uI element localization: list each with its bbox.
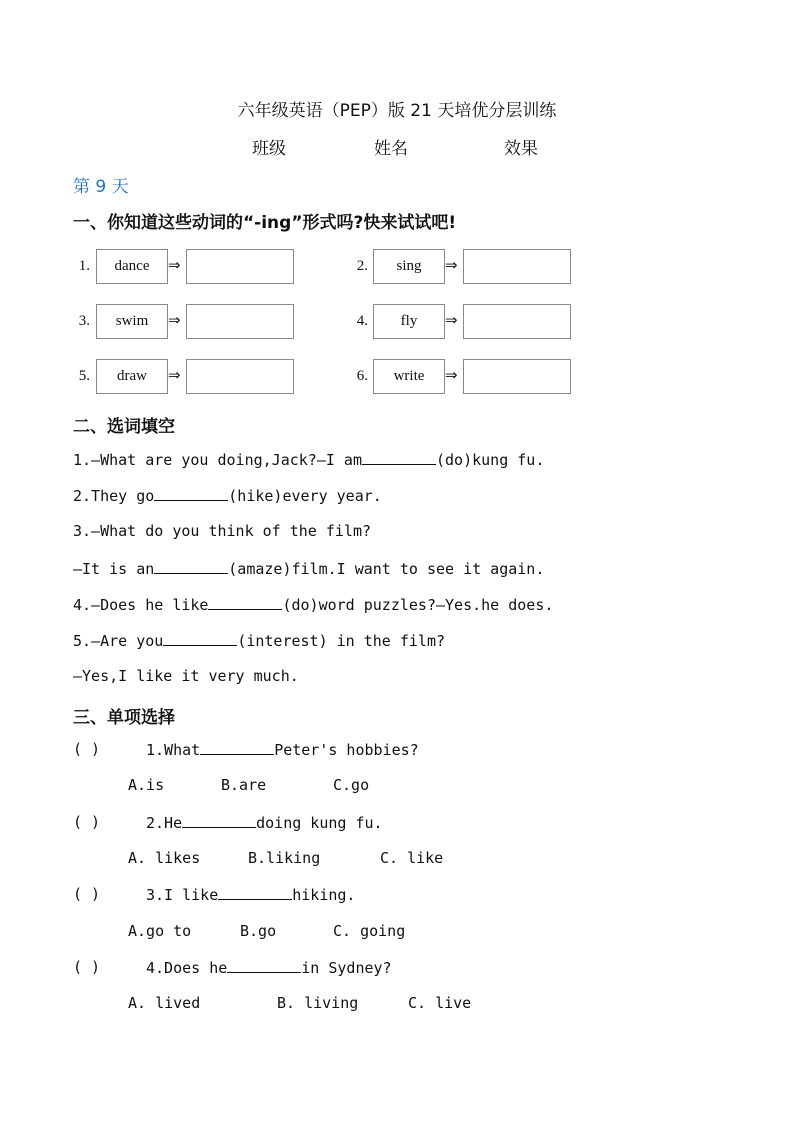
answer-box[interactable] bbox=[463, 249, 571, 284]
question-text: 2.He bbox=[146, 814, 183, 832]
question-text: in Sydney? bbox=[301, 959, 392, 977]
question-text: (do)word puzzles?—Yes.he does. bbox=[282, 596, 554, 614]
verb-box: swim bbox=[96, 304, 168, 339]
verb-box: sing bbox=[373, 249, 445, 284]
question-text: 5.—Are you bbox=[73, 632, 164, 650]
class-label: 班级 bbox=[252, 139, 286, 159]
option-a[interactable]: A.is bbox=[128, 776, 165, 794]
answer-box[interactable] bbox=[186, 249, 294, 284]
option-b[interactable]: B.liking bbox=[248, 849, 321, 867]
choice-question bbox=[146, 813, 383, 832]
option-a[interactable]: A.go to bbox=[128, 922, 192, 940]
answer-box[interactable] bbox=[186, 359, 294, 394]
answer-paren[interactable]: ( ) bbox=[73, 885, 101, 903]
fill-question bbox=[73, 486, 382, 505]
question-text: 2.They go bbox=[73, 487, 155, 505]
arrow-icon: ⇒ bbox=[445, 311, 458, 329]
question-text: (interest) in the film? bbox=[237, 632, 446, 650]
question-text: 4.Does he bbox=[146, 959, 228, 977]
answer-box[interactable] bbox=[463, 359, 571, 394]
option-c[interactable]: C. live bbox=[408, 994, 472, 1012]
verb-box: draw bbox=[96, 359, 168, 394]
section1-heading: 一、你知道这些动词的“-ing”形式吗?快来试试吧! bbox=[73, 213, 457, 233]
fill-question bbox=[73, 559, 544, 578]
page-title: 六年级英语（PEP）版 21 天培优分层训练 bbox=[237, 101, 557, 121]
choice-question bbox=[146, 885, 355, 904]
option-b[interactable]: B. living bbox=[277, 994, 359, 1012]
answer-blank[interactable] bbox=[154, 486, 228, 501]
answer-blank[interactable] bbox=[362, 450, 436, 465]
answer-blank[interactable] bbox=[154, 559, 228, 574]
answer-blank[interactable] bbox=[200, 740, 274, 755]
question-text: (hike)every year. bbox=[228, 487, 382, 505]
item-number: 6. bbox=[356, 368, 368, 384]
section3-heading: 三、单项选择 bbox=[73, 708, 175, 728]
verb-box: write bbox=[373, 359, 445, 394]
answer-paren[interactable]: ( ) bbox=[73, 813, 101, 831]
question-text: hiking. bbox=[292, 886, 356, 904]
answer-blank[interactable] bbox=[227, 958, 301, 973]
item-number: 1. bbox=[78, 258, 90, 274]
result-label: 效果 bbox=[504, 139, 538, 159]
question-text: —Yes,I like it very much. bbox=[73, 667, 299, 685]
option-a[interactable]: A. lived bbox=[128, 994, 201, 1012]
answer-blank[interactable] bbox=[208, 595, 282, 610]
verb-box: dance bbox=[96, 249, 168, 284]
item-number: 4. bbox=[356, 313, 368, 329]
answer-blank[interactable] bbox=[163, 631, 237, 646]
fill-question bbox=[73, 595, 553, 614]
answer-box[interactable] bbox=[186, 304, 294, 339]
question-text: doing kung fu. bbox=[256, 814, 383, 832]
option-c[interactable]: C.go bbox=[333, 776, 370, 794]
fill-question bbox=[73, 450, 544, 469]
choice-question bbox=[146, 740, 419, 759]
choice-question bbox=[146, 958, 392, 977]
answer-blank[interactable] bbox=[218, 885, 292, 900]
arrow-icon: ⇒ bbox=[168, 311, 181, 329]
name-label: 姓名 bbox=[374, 139, 408, 159]
item-number: 5. bbox=[78, 368, 90, 384]
option-a[interactable]: A. likes bbox=[128, 849, 201, 867]
option-c[interactable]: C. going bbox=[333, 922, 406, 940]
question-text: 1.What bbox=[146, 741, 201, 759]
arrow-icon: ⇒ bbox=[168, 256, 181, 274]
option-c[interactable]: C. like bbox=[380, 849, 444, 867]
item-number: 3. bbox=[78, 313, 90, 329]
question-text: Peter's hobbies? bbox=[274, 741, 419, 759]
option-b[interactable]: B.go bbox=[240, 922, 277, 940]
answer-paren[interactable]: ( ) bbox=[73, 740, 101, 758]
verb-box: fly bbox=[373, 304, 445, 339]
answer-blank[interactable] bbox=[182, 813, 256, 828]
question-text: —It is an bbox=[73, 560, 155, 578]
fill-question bbox=[73, 631, 445, 650]
question-text: (amaze)film.I want to see it again. bbox=[228, 560, 545, 578]
arrow-icon: ⇒ bbox=[445, 366, 458, 384]
question-text: 4.—Does he like bbox=[73, 596, 209, 614]
answer-box[interactable] bbox=[463, 304, 571, 339]
option-b[interactable]: B.are bbox=[221, 776, 267, 794]
question-text: (do)kung fu. bbox=[435, 451, 545, 469]
day-label: 第 9 天 bbox=[73, 177, 129, 197]
arrow-icon: ⇒ bbox=[168, 366, 181, 384]
question-text: 1.—What are you doing,Jack?—I am bbox=[73, 451, 362, 469]
arrow-icon: ⇒ bbox=[445, 256, 458, 274]
question-text: 3.—What do you think of the film? bbox=[73, 522, 372, 540]
item-number: 2. bbox=[356, 258, 368, 274]
question-text: 3.I like bbox=[146, 886, 219, 904]
section2-heading: 二、选词填空 bbox=[73, 417, 175, 437]
answer-paren[interactable]: ( ) bbox=[73, 958, 101, 976]
